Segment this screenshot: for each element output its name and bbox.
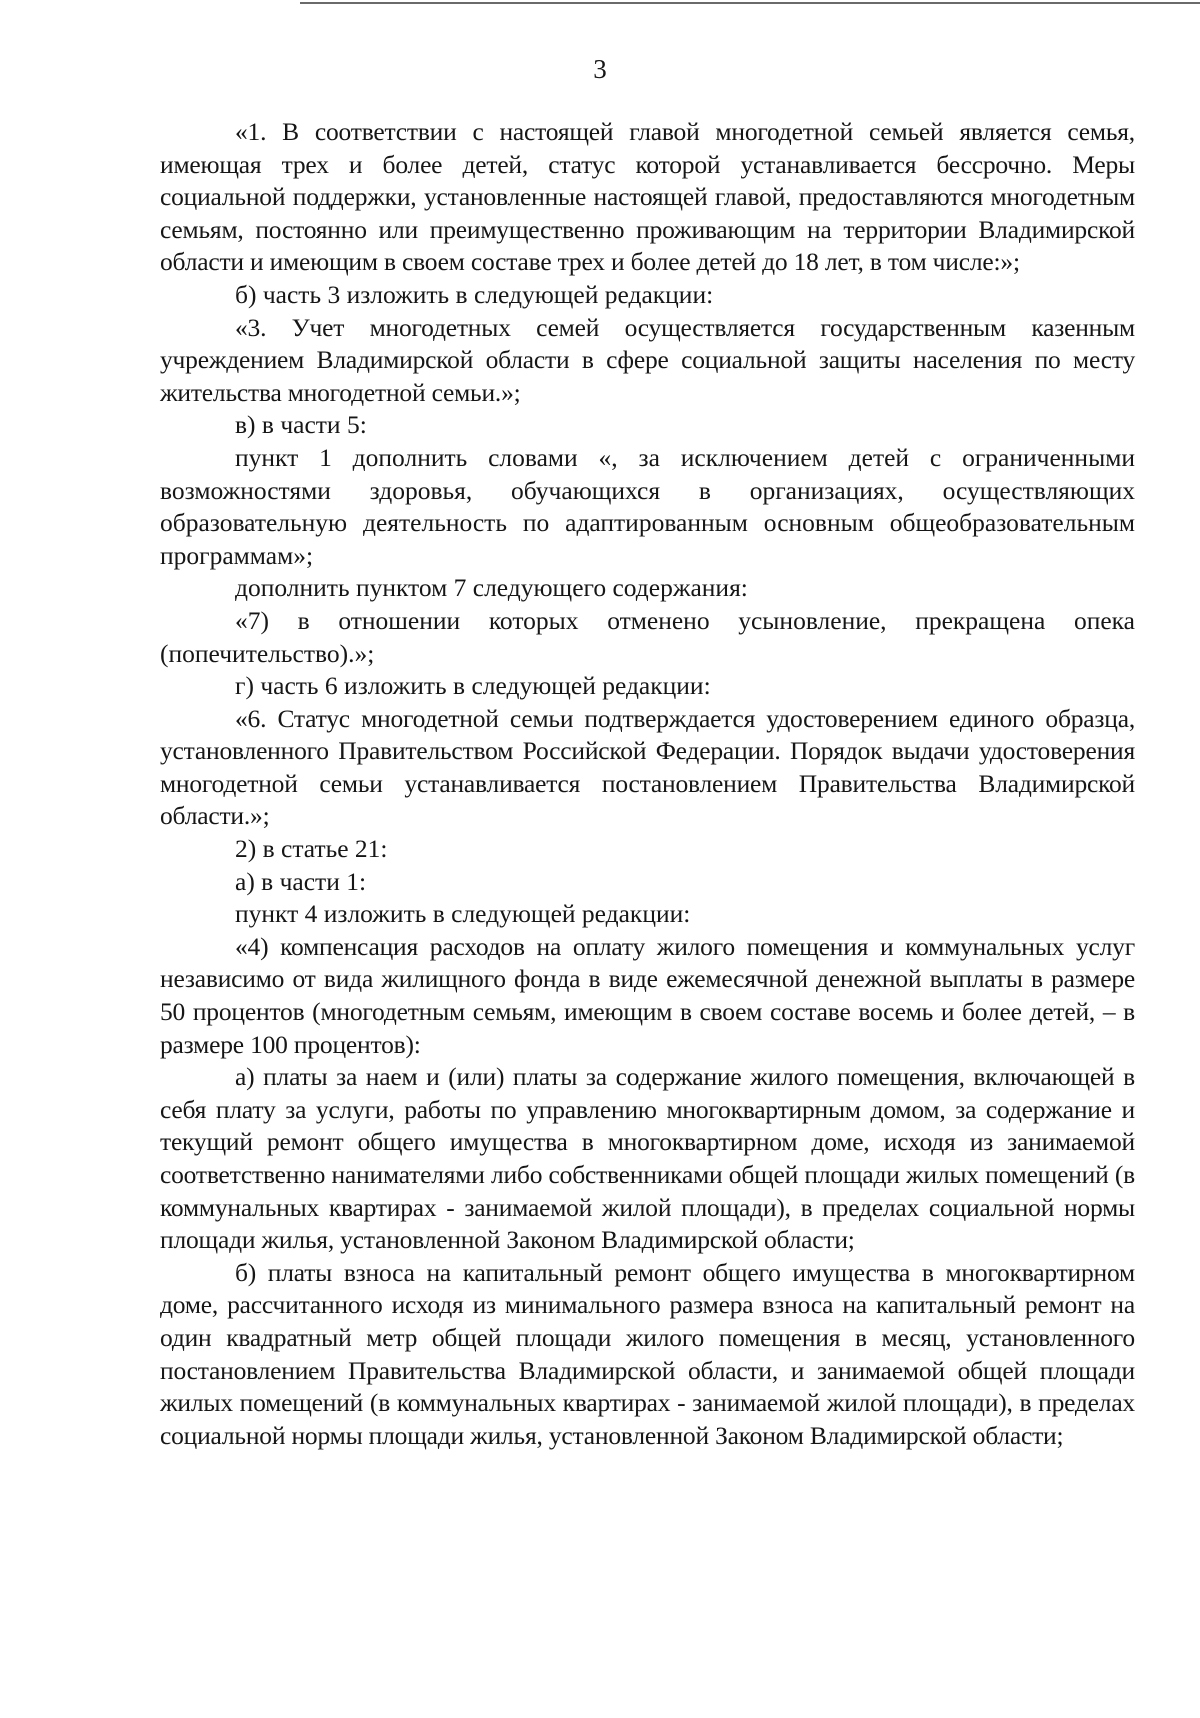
paragraph-item4-text: «4) компенсация расходов на оплату жилого помещения и коммунальных услуг независимо от вида жилищного фонда в виде ежемесячной денежной выплаты в размере 50 процентов (многодетным семьям, имеющим в своем составе восемь и более детей, – в размере 100 процентов): <box>160 931 1135 1059</box>
paragraph-item7-add: дополнить пунктом 7 следующего содержания: <box>235 573 748 603</box>
paragraph-item4-amend: пункт 4 изложить в следующей редакции: <box>235 899 691 929</box>
paragraph-article21: 2) в статье 21: <box>235 834 388 864</box>
paragraph-part6-text: «6. Статус многодетной семьи подтверждается удостоверением единого образца, установленного Правительством Российской Федерации. Порядок выдачи удостоверения многодетной семьи устанавливается постановлением Правительства Владимирской области.»; <box>160 703 1135 831</box>
page-number: 3 <box>593 54 607 84</box>
document-body <box>160 116 1135 1452</box>
paragraph-subitem-a: а) платы за наем и (или) платы за содержание жилого помещения, включающей в себя плату за услуги, работы по управлению многоквартирным домом, за содержание и текущий ремонт общего имущества в многоквартирном доме, исходя из занимаемой соответственно нанимателями либо собственниками общей площади жилых помещений (в коммунальных квартирах - занимаемой жилой площади), в пределах социальной нормы площади жилья, установленной Законом Владимирской области; <box>160 1062 1135 1255</box>
paragraph-part6-amend: г) часть 6 изложить в следующей редакции: <box>235 671 711 701</box>
paragraph-part1: а) в части 1: <box>235 866 367 896</box>
paragraph-item7-text: «7) в отношении которых отменено усыновление, прекращена опека (попечительство).»; <box>160 605 1135 668</box>
top-scan-edge <box>300 2 1200 4</box>
paragraph-part3-text: «3. Учет многодетных семей осуществляется государственным казенным учреждением Владимирской области в сфере социальной защиты населения по месту жительства многодетной семьи.»; <box>160 312 1135 407</box>
paragraph-multichild-definition: «1. В соответствии с настоящей главой многодетной семьей является семья, имеющая трех и более детей, статус которой устанавливается бессрочно. Меры социальной поддержки, установленные настоящей главой, предоставляются многодетным семьям, постоянно или преимущественно проживающим на территории Владимирской области и имеющим в своем составе трех и более детей до 18 лет, в том числе:»; <box>160 117 1135 277</box>
paragraph-subitem-b: б) платы взноса на капитальный ремонт общего имущества в многоквартирном доме, рассчитанного исходя из минимального размера взноса на капитальный ремонт на один квадратный метр общей площади жилого помещения в месяц, установленного постановлением Правительства Владимирской области, и занимаемой общей площади жилых помещений (в коммунальных квартирах - занимаемой жилой площади), в пределах социальной нормы площади жилья, установленной Законом Владимирской области; <box>160 1257 1135 1450</box>
paragraph-part5-heading: в) в части 5: <box>235 410 367 440</box>
paragraph-part3-amend: б) часть 3 изложить в следующей редакции: <box>235 279 714 309</box>
paragraph-item1-supplement: пункт 1 дополнить словами «, за исключением детей с ограниченными возможностями здоровья, обучающихся в организациях, осуществляющих образовательную деятельность по адаптированным основным общеобразовательным программам»; <box>160 442 1135 570</box>
